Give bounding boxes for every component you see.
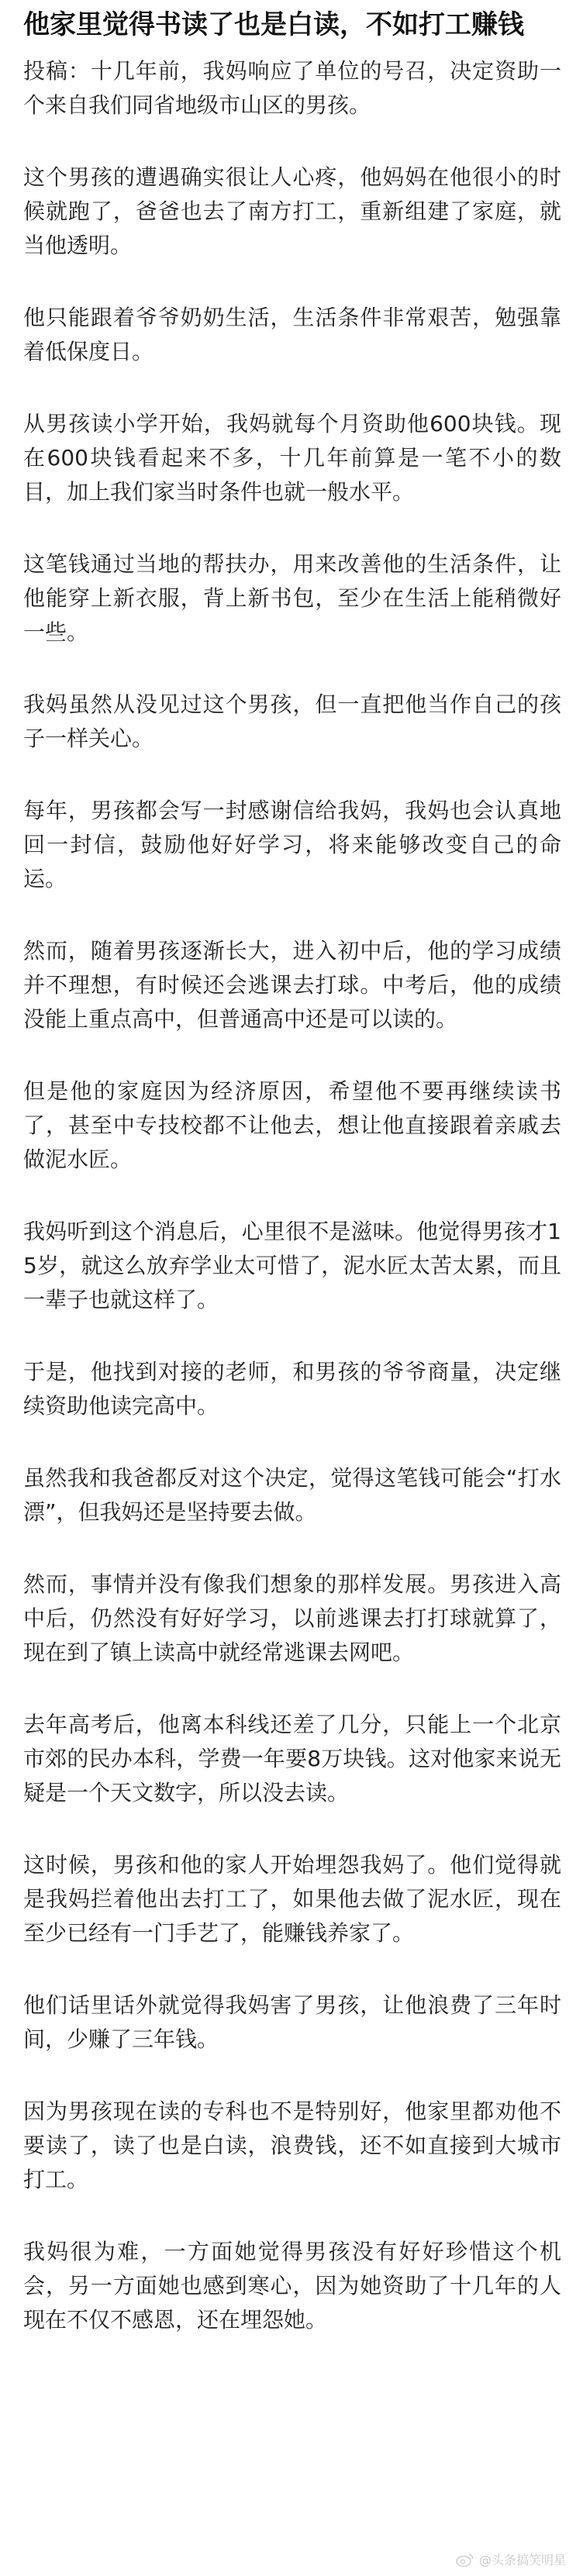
article-paragraph: 但是他的家庭因为经济原因，希望他不要再继续读书了，甚至中专技校都不让他去，想让他直接跟着亲戚去做泥水匠。	[23, 1078, 561, 1172]
article-title: 他家里觉得书读了也是白读，不如打工赚钱	[23, 9, 524, 40]
article-paragraph: 我妈听到这个消息后，心里很不是滋味。他觉得男孩才15岁，就这么放弃学业太可惜了，泥水匠太苦太累，而且一辈子也就这样了。	[23, 1219, 561, 1312]
watermark	[456, 2550, 566, 2568]
article-paragraph: 这笔钱通过当地的帮扶办，用来改善他的生活条件，让他能穿上新衣服，背上新书包，至少在生活上能稍微好一些。	[23, 551, 561, 645]
article-paragraph: 我妈很为难，一方面她觉得男孩没有好好珍惜这个机会，另一方面她也感到寒心，因为她资助了十几年的人现在不仅不感恩，还在埋怨她。	[23, 2239, 561, 2333]
article-paragraph: 虽然我和我爸都反对这个决定，觉得这笔钱可能会“打水漂”，但我妈还是坚持要去做。	[23, 1465, 561, 1525]
article-paragraph: 他只能跟着爷爷奶奶生活，生活条件非常艰苦，勉强靠着低保度日。	[23, 305, 561, 364]
article-paragraph: 于是，他找到对接的老师，和男孩的爷爷商量，决定继续资助他读完高中。	[23, 1359, 561, 1419]
article-body	[23, 54, 561, 2337]
article-paragraph: 每年，男孩都会写一封感谢信给我妈，我妈也会认真地回一封信，鼓励他好好学习，将来能够改变自己的命运。	[23, 798, 561, 891]
article-paragraph: 然而，事情并没有像我们想象的那样发展。男孩进入高中后，仍然没有好好学习，以前逃课去打打球就算了，现在到了镇上读高中就经常逃课去网吧。	[23, 1571, 561, 1665]
weibo-logo-icon	[456, 2552, 474, 2567]
article-paragraph: 我妈虽然从没见过这个男孩，但一直把他当作自己的孩子一样关心。	[23, 691, 561, 751]
watermark-text: @头条搞笑明星	[478, 2553, 566, 2567]
article-paragraph: 因为男孩现在读的专科也不是特别好，他家里都劝他不要读了，读了也是白读，浪费钱，还不如直接到大城市打工。	[23, 2098, 561, 2192]
article-paragraph: 然而，随着男孩逐渐长大，进入初中后，他的学习成绩并不理想，有时候还会逃课去打球。中考后，他的成绩没能上重点高中，但普通高中还是可以读的。	[23, 938, 561, 1032]
article	[23, 6, 561, 2375]
article-paragraph: 他们话里话外就觉得我妈害了男孩，让他浪费了三年时间，少赚了三年钱。	[23, 1992, 561, 2052]
article-paragraph: 从男孩读小学开始，我妈就每个月资助他600块钱。现在600块钱看起来不多，十几年前算是一笔不小的数目，加上我们家当时条件也就一般水平。	[23, 411, 561, 505]
article-paragraph: 这个男孩的遭遇确实很让人心疼，他妈妈在他很小的时候就跑了，爸爸也去了南方打工，重新组建了家庭，就当他透明。	[23, 164, 561, 258]
article-paragraph: 这时候，男孩和他的家人开始埋怨我妈了。他们觉得就是我妈拦着他出去打工了，如果他去做了泥水匠，现在至少已经有一门手艺了，能赚钱养家了。	[23, 1852, 561, 1946]
article-paragraph: 去年高考后，他离本科线还差了几分，只能上一个北京市郊的民办本科，学费一年要8万块钱。这对他家来说无疑是一个天文数字，所以没去读。	[23, 1712, 561, 1805]
article-paragraph: 投稿：十几年前，我妈响应了单位的号召，决定资助一个来自我们同省地级市山区的男孩。	[23, 58, 561, 118]
